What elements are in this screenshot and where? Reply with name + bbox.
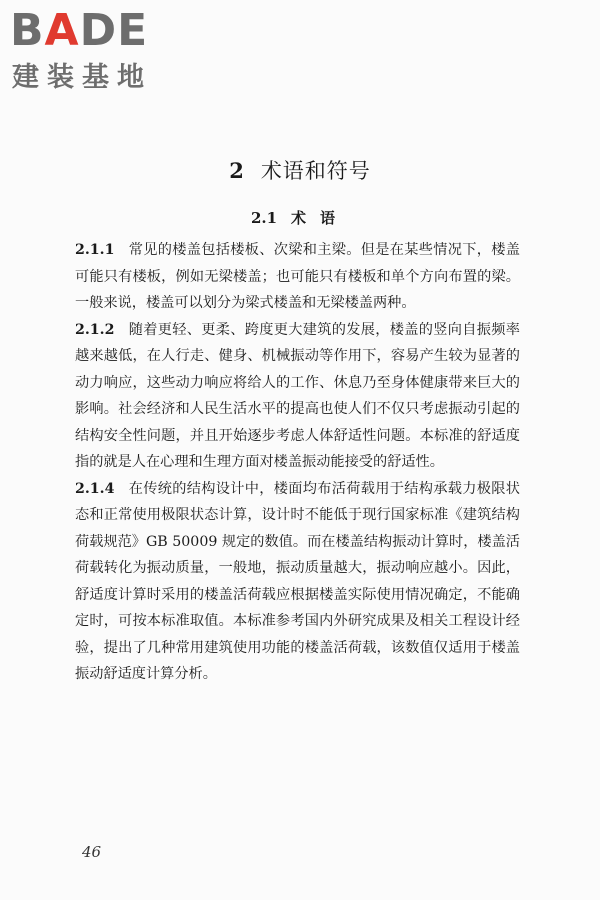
- chapter-title-text: 术语和符号: [260, 159, 371, 183]
- logo-subtitle: 建装基地: [12, 62, 152, 93]
- clause-number: 2.1.1: [75, 242, 115, 258]
- bade-logo: [10, 6, 180, 96]
- clause-paragraph: [75, 237, 520, 317]
- section-title: [0, 207, 600, 229]
- clause-paragraph: [75, 476, 520, 688]
- clause-text: 常见的楼盖包括楼板、次梁和主梁。但是在某些情况下，楼盖可能只有楼板，例如无梁楼盖；也可能只有楼板和单个方向布置的梁。一般来说，楼盖可以划分为梁式楼盖和无梁楼盖两种。: [75, 242, 520, 311]
- logo-letters-de: DE: [79, 5, 149, 56]
- section-number: 2.1: [250, 209, 278, 227]
- clause-text: 在传统的结构设计中，楼面均布活荷载用于结构承载力极限状态和正常使用极限状态计算，设计时不能低于现行国家标准《建筑结构荷载规范》GB 50009 规定的数值。而在楼盖结构振动计算时，楼盖活荷载转化为振动质量，一般地，振动质量越大，振动响应越小。因此，舒适度计算时采用的楼盖活荷载应根据楼盖实际使用情况确定，不能确定时，可按本标准取值。本标准参考国内外研究成果及相关工程设计经验，提出了几种常用建筑使用功能的楼盖活荷载，该数值仅适用于楼盖振动舒适度计算分析。: [75, 480, 520, 682]
- clause-text: 随着更轻、更柔、跨度更大建筑的发展，楼盖的竖向自振频率越来越低，在人行走、健身、机械振动等作用下，容易产生较为显著的动力响应，这些动力响应将给人的工作、休息乃至身体健康带来巨大的影响。社会经济和人民生活水平的提高也使人们不仅只考虑振动引起的结构安全性问题，并且开始逐步考虑人体舒适性问题。本标准的舒适度指的就是人在心理和生理方面对楼盖振动能接受的舒适性。: [75, 321, 520, 470]
- logo-wordmark: [10, 6, 148, 56]
- clause-paragraph: [75, 317, 520, 476]
- clause-number: 2.1.2: [75, 321, 115, 338]
- page-number: 46: [82, 843, 102, 861]
- chapter-title: [0, 156, 600, 186]
- logo-letter-a-accent: A: [44, 5, 80, 56]
- logo-letter-b: B: [10, 5, 45, 56]
- body-text: [75, 237, 520, 688]
- chapter-number: 2: [229, 158, 245, 183]
- clause-number: 2.1.4: [75, 480, 115, 497]
- section-title-text: 术语: [291, 209, 350, 227]
